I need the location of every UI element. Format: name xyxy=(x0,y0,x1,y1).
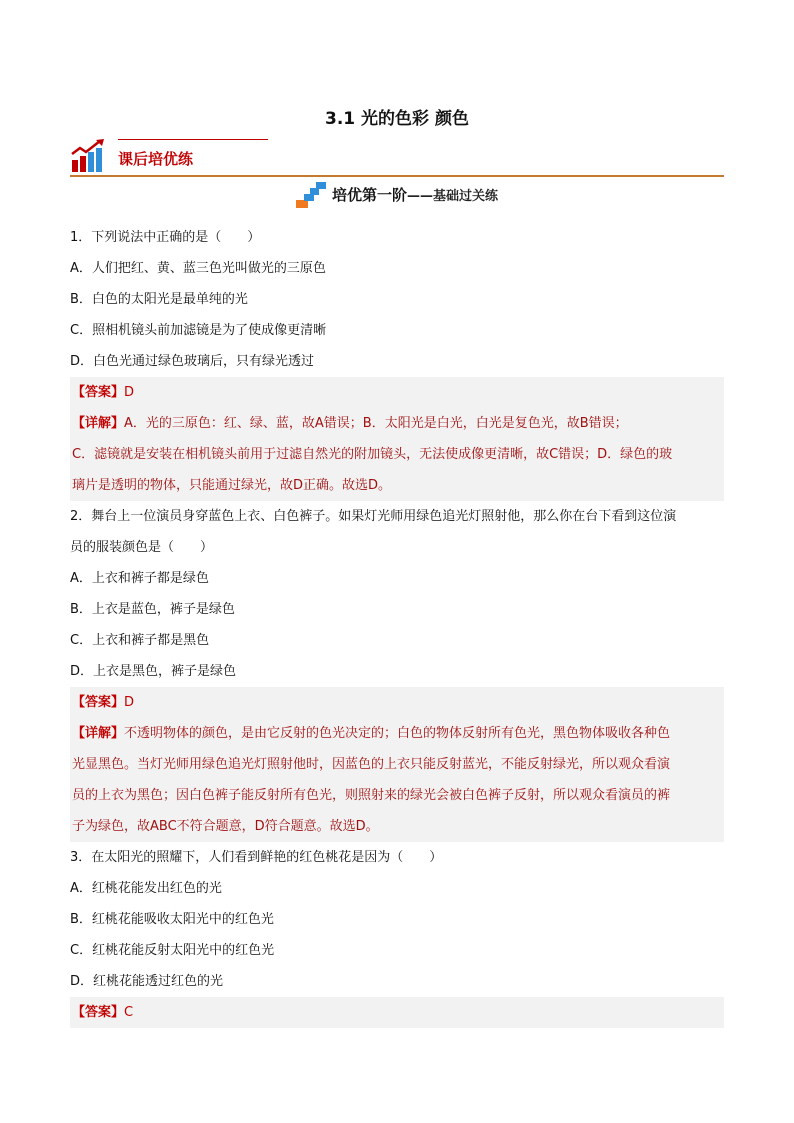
question-stem: 1．下列说法中正确的是（ ） xyxy=(70,230,261,245)
banner-divider xyxy=(70,175,724,177)
banner-label: 课后培优练 xyxy=(118,150,194,168)
answer-line xyxy=(70,997,724,1028)
detail-line xyxy=(70,408,724,439)
option-a: A．人们把红、黄、蓝三色光叫做光的三原色 xyxy=(70,261,326,276)
answer-box xyxy=(70,997,724,1028)
detail-text: A．光的三原色：红、绿、蓝，故A错误；B．太阳光是白光，白光是复色光，故B错误； xyxy=(124,416,628,431)
option-b: B．白色的太阳光是最单纯的光 xyxy=(70,292,248,307)
stairs-icon xyxy=(296,182,326,208)
answer-tag: 【答案】 xyxy=(72,385,125,400)
stage-heading xyxy=(0,180,794,216)
detail-line: 子为绿色，故ABC不符合题意，D符合题意。故选D。 xyxy=(72,819,379,834)
detail-line xyxy=(70,718,724,749)
page-title: 3.1 光的色彩 颜色 xyxy=(325,109,469,129)
option-d: D．红桃花能透过红色的光 xyxy=(70,974,224,989)
answer-value: D xyxy=(124,695,135,710)
answer-box xyxy=(70,687,724,842)
question-list xyxy=(70,222,724,1028)
question-2 xyxy=(70,501,724,842)
detail-line: C．滤镜就是安装在相机镜头前用于过滤自然光的附加镜头，无法使成像更清晰，故C错误；D．绿色的玻 xyxy=(72,447,673,462)
answer-tag: 【答案】 xyxy=(72,1005,125,1020)
answer-box xyxy=(70,377,724,501)
detail-text: 不透明物体的颜色，是由它反射的色光决定的；白色的物体反射所有色光，黑色物体吸收各种色 xyxy=(124,726,671,741)
detail-line: 员的上衣为黑色；因白色裤子能反射所有色光，则照射来的绿光会被白色裤子反射，所以观众看演员的裤 xyxy=(72,788,671,803)
stage-title: 培优第一阶 xyxy=(331,186,407,204)
detail-tag: 【详解】 xyxy=(72,416,125,431)
option-d: D．白色光通过绿色玻璃后，只有绿光透过 xyxy=(70,354,315,369)
answer-value: C xyxy=(124,1005,134,1020)
option-b: B．上衣是蓝色，裤子是绿色 xyxy=(70,602,235,617)
option-b: B．红桃花能吸收太阳光中的红色光 xyxy=(70,912,274,927)
stage-dash: —— xyxy=(407,189,433,204)
answer-line xyxy=(70,687,724,718)
question-1 xyxy=(70,222,724,501)
option-a: A．上衣和裤子都是绿色 xyxy=(70,571,209,586)
detail-line: 光显黑色。当灯光师用绿色追光灯照射他时，因蓝色的上衣只能反射蓝光，不能反射绿光，所以观众看演 xyxy=(72,757,671,772)
option-a: A．红桃花能发出红色的光 xyxy=(70,881,222,896)
growth-chart-icon xyxy=(70,138,108,174)
answer-tag: 【答案】 xyxy=(72,695,125,710)
stage-subtitle: 基础过关练 xyxy=(433,189,499,204)
detail-line: 璃片是透明的物体，只能通过绿光，故D正确。故选D。 xyxy=(72,478,392,493)
option-c: C．照相机镜头前加滤镜是为了使成像更清晰 xyxy=(70,323,327,338)
question-stem: 3．在太阳光的照耀下，人们看到鲜艳的红色桃花是因为（ ） xyxy=(70,850,443,865)
question-3 xyxy=(70,842,724,1028)
question-stem: 员的服装颜色是（ ） xyxy=(70,540,214,555)
option-c: C．红桃花能反射太阳光中的红色光 xyxy=(70,943,275,958)
section-banner xyxy=(70,136,724,178)
option-c: C．上衣和裤子都是黑色 xyxy=(70,633,210,648)
option-d: D．上衣是黑色，裤子是绿色 xyxy=(70,664,237,679)
banner-top-line xyxy=(118,139,268,140)
answer-line xyxy=(70,377,724,408)
detail-tag: 【详解】 xyxy=(72,726,125,741)
answer-value: D xyxy=(124,385,135,400)
question-stem: 2．舞台上一位演员身穿蓝色上衣、白色裤子。如果灯光师用绿色追光灯照射他，那么你在台下看到这位演 xyxy=(70,509,677,524)
